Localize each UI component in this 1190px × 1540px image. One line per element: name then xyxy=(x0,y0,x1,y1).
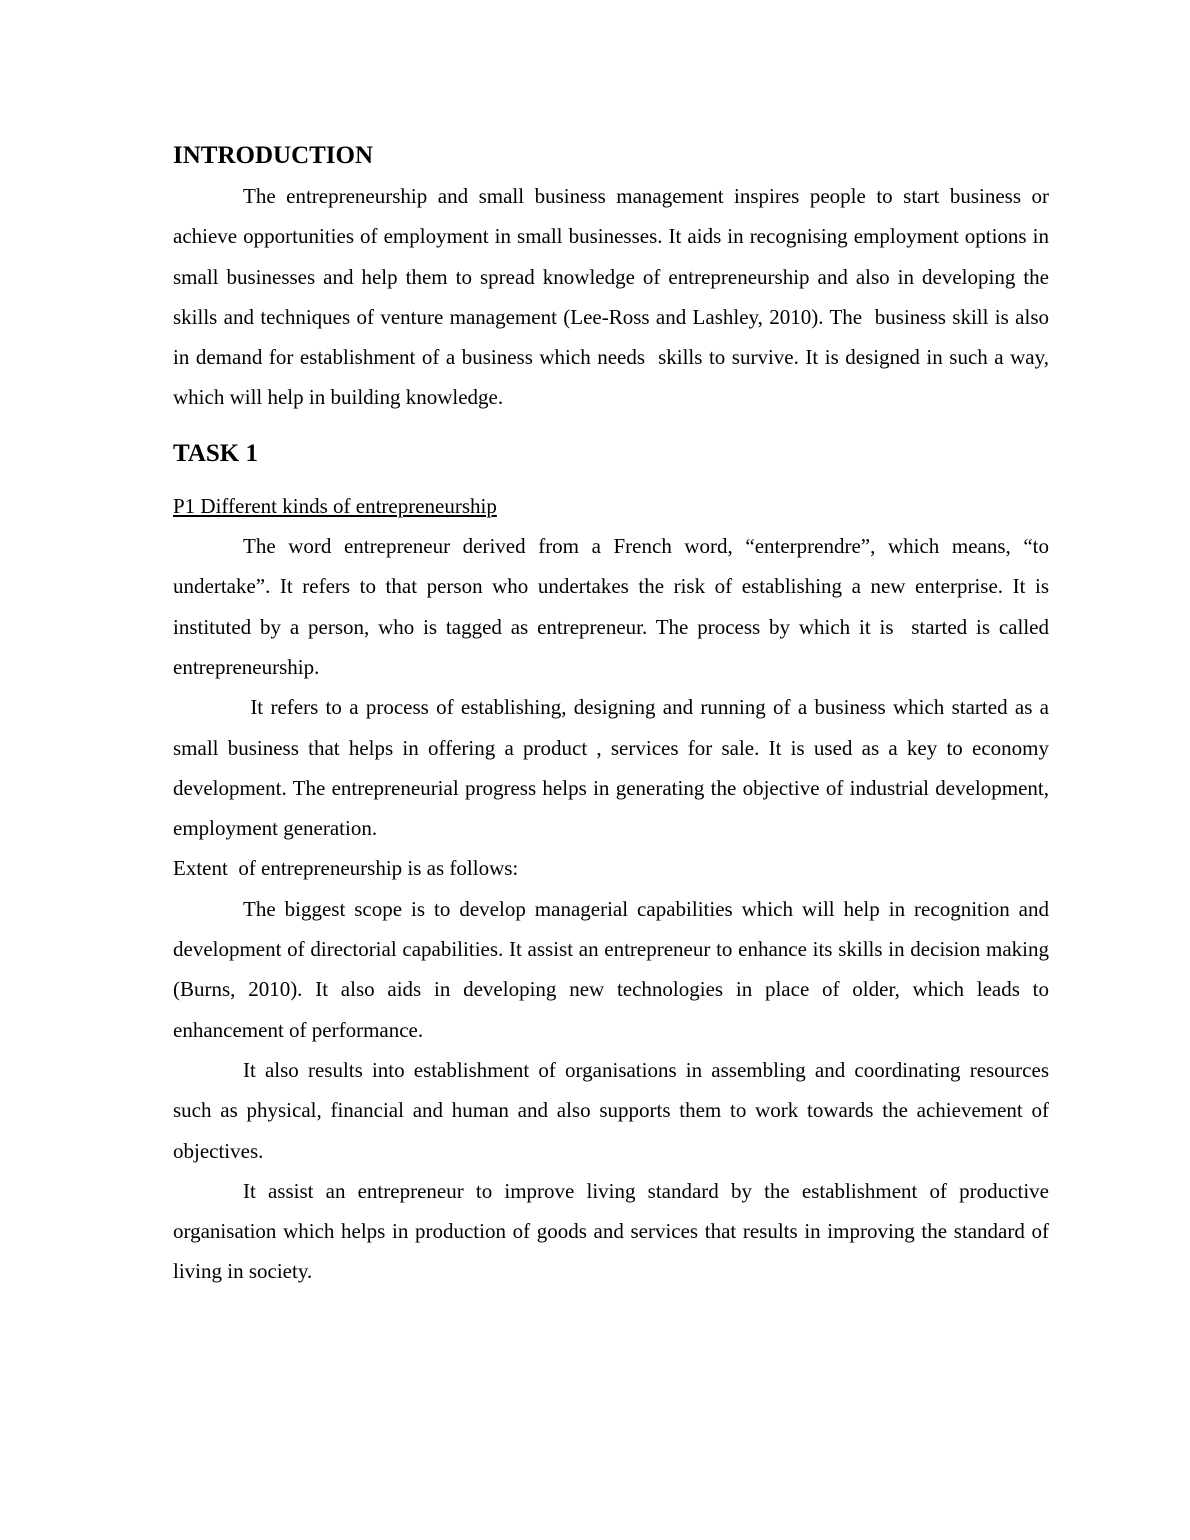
extent-paragraph-living-standard: It assist an entrepreneur to improve living standard by the establishment of productive organisation which helps in production of goods and services that results in improving the standard of living in society. xyxy=(173,1178,1055,1284)
extent-label: Extent of entrepreneurship is as follows: xyxy=(173,856,519,881)
task1-heading: TASK 1 xyxy=(173,439,258,467)
introduction-heading: INTRODUCTION xyxy=(173,142,374,169)
document-page xyxy=(173,138,1060,1292)
p1-subheading: P1 Different kinds of entrepreneurship xyxy=(173,493,497,518)
introduction-paragraph: The entrepreneurship and small business management inspires people to start business or achieve opportunities of employment in small businesses. It aids in recognising employment options in small businesses and help them to spread knowledge of entrepreneurship and also in developing the skills and techniques of venture management (Lee-Ross and Lashley, 2010). The business skill is also in demand for establishment of a business which needs skills to survive. It is designed in such a way, which will help in building knowledge. xyxy=(173,184,1055,410)
entrepreneur-definition-paragraph: The word entrepreneur derived from a French word, “enterprendre”, which means, “to undertake”. It refers to that person who undertakes the risk of establishing a new enterprise. It is instituted by a person, who is tagged as entrepreneur. The process by which it is started is called entrepreneurship. xyxy=(173,534,1060,679)
extent-paragraph-organisations: It also results into establishment of organisations in assembling and coordinating resources such as physical, financial and human and also supports them to work towards the achievement of objectives. xyxy=(173,1057,1055,1163)
extent-paragraph-managerial: The biggest scope is to develop managerial capabilities which will help in recognition and development of directorial capabilities. It assist an entrepreneur to enhance its skills in decision making (Burns, 2010). It also aids in developing new technologies in place of older, which leads to enhancement of performance. xyxy=(173,896,1055,1042)
entrepreneurship-process-paragraph: It refers to a process of establishing, designing and running of a business which started as a small business that helps in offering a product , services for sale. It is used as a key to economy development. The entrepreneurial progress helps in generating the objective of industrial development, employment generation. xyxy=(173,695,1055,841)
